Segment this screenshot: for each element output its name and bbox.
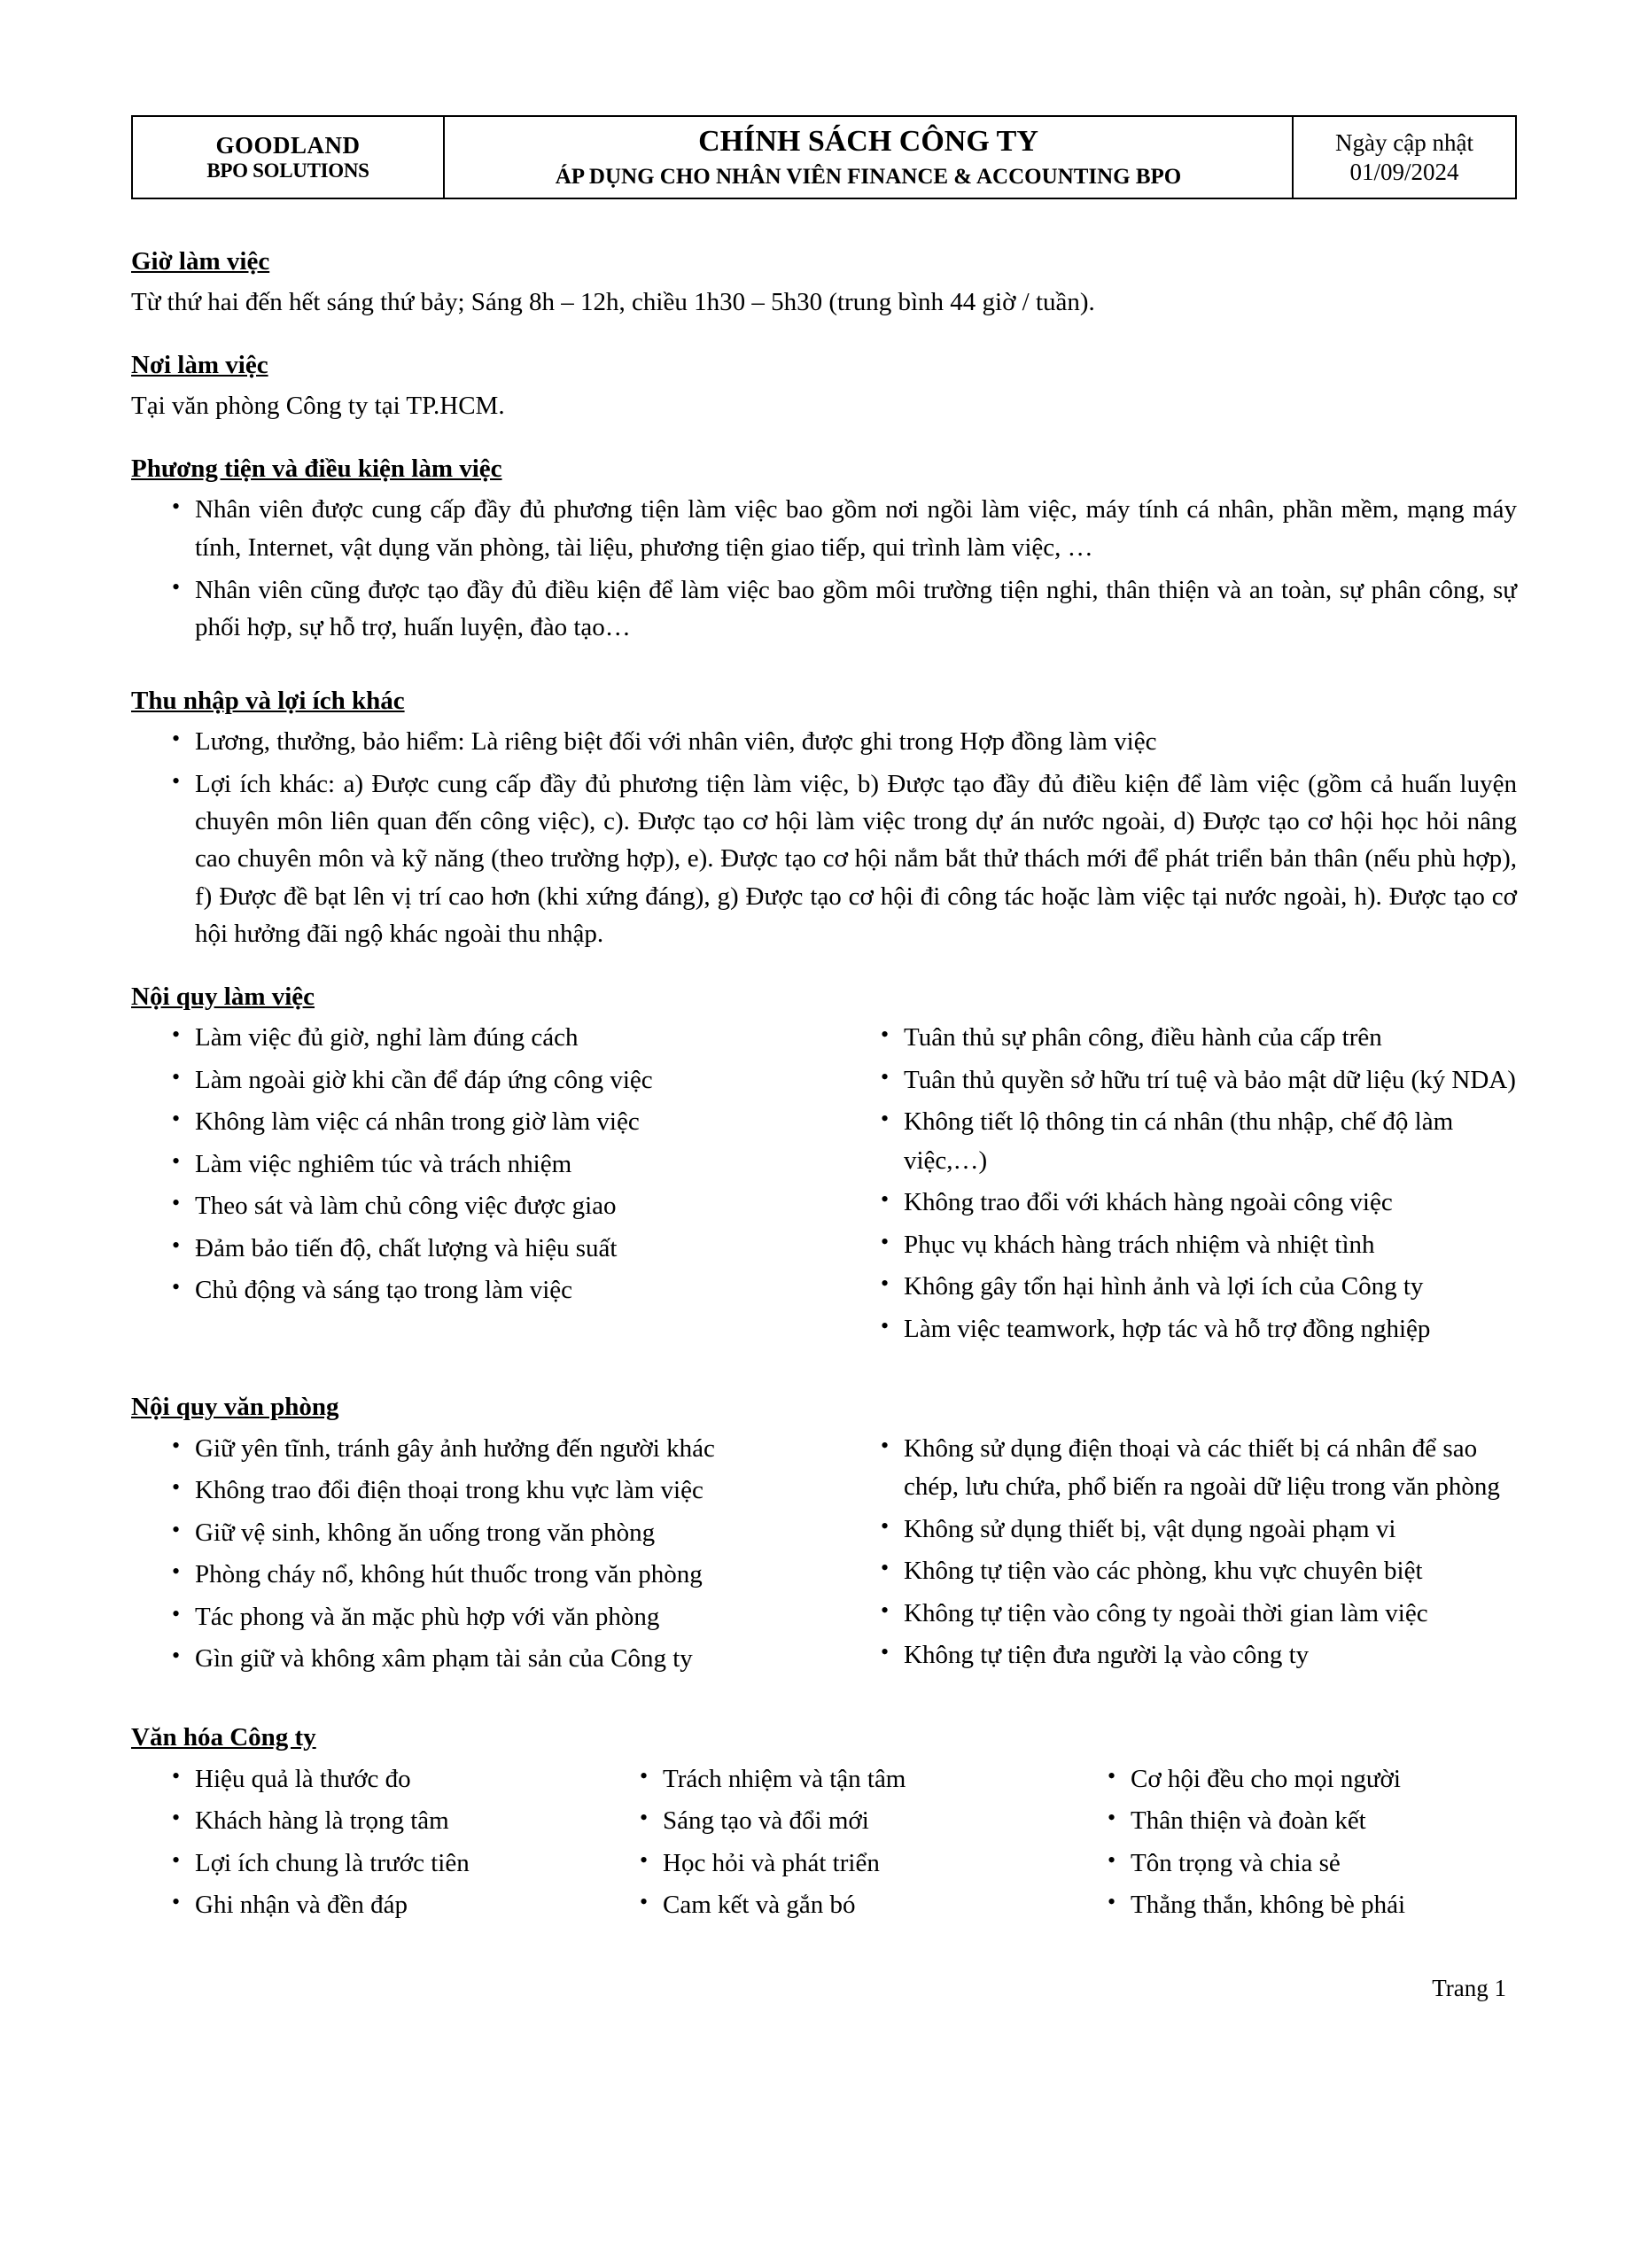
- section-office-rules: [131, 1391, 1517, 1682]
- list-item: • Làm việc đủ giờ, nghỉ làm đúng cách: [172, 1019, 808, 1058]
- section-heading-culture: Văn hóa Công ty: [131, 1722, 316, 1751]
- office-rules-list-right: [840, 1430, 1517, 1675]
- work-rules-column-left: [131, 1019, 808, 1352]
- list-item: • Chủ động và sáng tạo trong làm việc: [172, 1271, 808, 1310]
- list-item: • Không trao đổi với khách hàng ngoài công việc: [881, 1184, 1517, 1223]
- update-date-label: Ngày cập nhật: [1335, 129, 1473, 157]
- list-item: • Tác phong và ăn mặc phù hợp với văn phòng: [172, 1598, 808, 1637]
- section-heading-work-hours: Giờ làm việc: [131, 247, 270, 276]
- section-culture: [131, 1721, 1517, 1929]
- culture-column-2: [599, 1760, 1049, 1929]
- culture-columns: [131, 1760, 1517, 1929]
- office-rules-columns: [131, 1430, 1517, 1682]
- work-rules-column-right: [840, 1019, 1517, 1352]
- work-rules-columns: [131, 1019, 1517, 1352]
- list-item: • Giữ vệ sinh, không ăn uống trong văn phòng: [172, 1514, 808, 1553]
- office-rules-column-right: [840, 1430, 1517, 1682]
- list-item: • Không sử dụng thiết bị, vật dụng ngoài phạm vi: [881, 1511, 1517, 1550]
- list-item: • Không tự tiện vào các phòng, khu vực chuyên biệt: [881, 1552, 1517, 1591]
- list-item: • Không tự tiện đưa người lạ vào công ty: [881, 1636, 1517, 1675]
- section-work-hours: [131, 245, 1517, 321]
- list-item: • Làm ngoài giờ khi cần để đáp ứng công việc: [172, 1061, 808, 1100]
- list-item: • Thẳng thắn, không bè phái: [1108, 1886, 1517, 1925]
- section-facilities: [131, 453, 1517, 646]
- section-heading-office-rules: Nội quy văn phòng: [131, 1393, 339, 1422]
- list-item: • Cơ hội đều cho mọi người: [1108, 1760, 1517, 1799]
- list-item: • Nhân viên cũng được tạo đầy đủ điều kiện để làm việc bao gồm môi trường tiện nghi, thân thiện và an toàn, sự phân công, sự phối hợp, sự hỗ trợ, huấn luyện, đào tạo…: [172, 571, 1517, 646]
- list-item: • Không tự tiện vào công ty ngoài thời gian làm việc: [881, 1595, 1517, 1634]
- list-item: • Theo sát và làm chủ công việc được giao: [172, 1187, 808, 1226]
- list-item: • Ghi nhận và đền đáp: [172, 1886, 581, 1925]
- section-heading-facilities: Phương tiện và điều kiện làm việc: [131, 454, 502, 483]
- list-item: • Tuân thủ sự phân công, điều hành của cấp trên: [881, 1019, 1517, 1058]
- work-rules-list-right: [840, 1019, 1517, 1348]
- culture-column-1: [131, 1760, 581, 1929]
- list-item: • Không trao đổi điện thoại trong khu vực làm việc: [172, 1472, 808, 1511]
- logo-company-tagline: BPO SOLUTIONS: [206, 159, 369, 182]
- update-date-value: 01/09/2024: [1349, 158, 1459, 185]
- list-item: • Làm việc nghiêm túc và trách nhiệm: [172, 1146, 808, 1184]
- list-item: • Nhân viên được cung cấp đầy đủ phương tiện làm việc bao gồm nơi ngồi làm việc, máy tính cá nhân, phần mềm, mạng máy tính, Internet, vật dụng văn phòng, tài liệu, phương tiện giao tiếp, qui trình làm việc, …: [172, 491, 1517, 565]
- company-logo-cell: [132, 116, 444, 198]
- work-hours-text: Từ thứ hai đến hết sáng thứ bảy; Sáng 8h – 12h, chiều 1h30 – 5h30 (trung bình 44 giờ / tuần).: [131, 287, 1095, 316]
- page-number: Trang 1: [1432, 1974, 1506, 2001]
- list-item: • Thân thiện và đoàn kết: [1108, 1802, 1517, 1841]
- document-header: [131, 115, 1517, 199]
- list-item: • Lợi ích khác: a) Được cung cấp đầy đủ phương tiện làm việc, b) Được tạo đầy đủ điều kiện để làm việc (gồm cả huấn luyện chuyên môn liên quan đến công việc), c). Được tạo cơ hội làm việc trong dự án nước ngoài, d) Được tạo cơ hội học hỏi nâng cao chuyên môn và kỹ năng (theo trường hợp), e). Được tạo cơ hội nắm bắt thử thách mới để phát triển bản thân (nếu phù hợp), f) Được đề bạt lên vị trí cao hơn (khi xứng đáng), g) Được tạo cơ hội đi công tác hoặc làm việc tại nước ngoài, h). Được tạo cơ hội hưởng đãi ngộ khác ngoài thu nhập.: [172, 765, 1517, 951]
- culture-list-1: [131, 1760, 581, 1925]
- list-item: • Tuân thủ quyền sở hữu trí tuệ và bảo mật dữ liệu (ký NDA): [881, 1061, 1517, 1100]
- section-heading-work-rules: Nội quy làm việc: [131, 982, 315, 1011]
- section-heading-work-place: Nơi làm việc: [131, 350, 268, 379]
- logo-company-name: GOODLAND: [215, 131, 361, 159]
- office-rules-column-left: [131, 1430, 808, 1682]
- list-item: • Phòng cháy nổ, không hút thuốc trong văn phòng: [172, 1556, 808, 1595]
- culture-column-3: [1067, 1760, 1517, 1929]
- list-item: • Học hỏi và phát triển: [640, 1845, 1049, 1884]
- section-work-place: [131, 349, 1517, 424]
- work-place-text: Tại văn phòng Công ty tại TP.HCM.: [131, 391, 505, 420]
- income-list: [131, 723, 1517, 951]
- document-title: CHÍNH SÁCH CÔNG TY: [698, 125, 1038, 158]
- list-item: • Không tiết lộ thông tin cá nhân (thu nhập, chế độ làm việc,…): [881, 1103, 1517, 1180]
- update-date-cell: [1293, 116, 1516, 198]
- list-item: • Sáng tạo và đổi mới: [640, 1802, 1049, 1841]
- section-work-rules: [131, 981, 1517, 1353]
- work-rules-list-left: [131, 1019, 808, 1310]
- facilities-list: [131, 491, 1517, 645]
- list-item: • Không sử dụng điện thoại và các thiết bị cá nhân để sao chép, lưu chứa, phổ biến ra ngoài dữ liệu trong văn phòng: [881, 1430, 1517, 1507]
- list-item: • Cam kết và gắn bó: [640, 1886, 1049, 1925]
- list-item: • Khách hàng là trọng tâm: [172, 1802, 581, 1841]
- list-item: • Lợi ích chung là trước tiên: [172, 1845, 581, 1884]
- list-item: • Lương, thưởng, bảo hiểm: Là riêng biệt đối với nhân viên, được ghi trong Hợp đồng làm việc: [172, 723, 1517, 760]
- list-item: • Không gây tổn hại hình ảnh và lợi ích của Công ty: [881, 1268, 1517, 1307]
- list-item: • Làm việc teamwork, hợp tác và hỗ trợ đồng nghiệp: [881, 1310, 1517, 1349]
- list-item: • Phục vụ khách hàng trách nhiệm và nhiệt tình: [881, 1226, 1517, 1265]
- culture-list-2: [599, 1760, 1049, 1925]
- list-item: • Không làm việc cá nhân trong giờ làm việc: [172, 1103, 808, 1142]
- office-rules-list-left: [131, 1430, 808, 1679]
- list-item: • Đảm bảo tiến độ, chất lượng và hiệu suất: [172, 1230, 808, 1269]
- list-item: • Tôn trọng và chia sẻ: [1108, 1845, 1517, 1884]
- document-title-cell: [444, 116, 1293, 198]
- section-heading-income: Thu nhập và lợi ích khác: [131, 686, 405, 715]
- list-item: • Trách nhiệm và tận tâm: [640, 1760, 1049, 1799]
- list-item: • Gìn giữ và không xâm phạm tài sản của Công ty: [172, 1640, 808, 1679]
- culture-list-3: [1067, 1760, 1517, 1925]
- list-item: • Giữ yên tĩnh, tránh gây ảnh hưởng đến người khác: [172, 1430, 808, 1469]
- document-subtitle: ÁP DỤNG CHO NHÂN VIÊN FINANCE & ACCOUNTING BPO: [555, 164, 1182, 189]
- list-item: • Hiệu quả là thước đo: [172, 1760, 581, 1799]
- section-income: [131, 685, 1517, 952]
